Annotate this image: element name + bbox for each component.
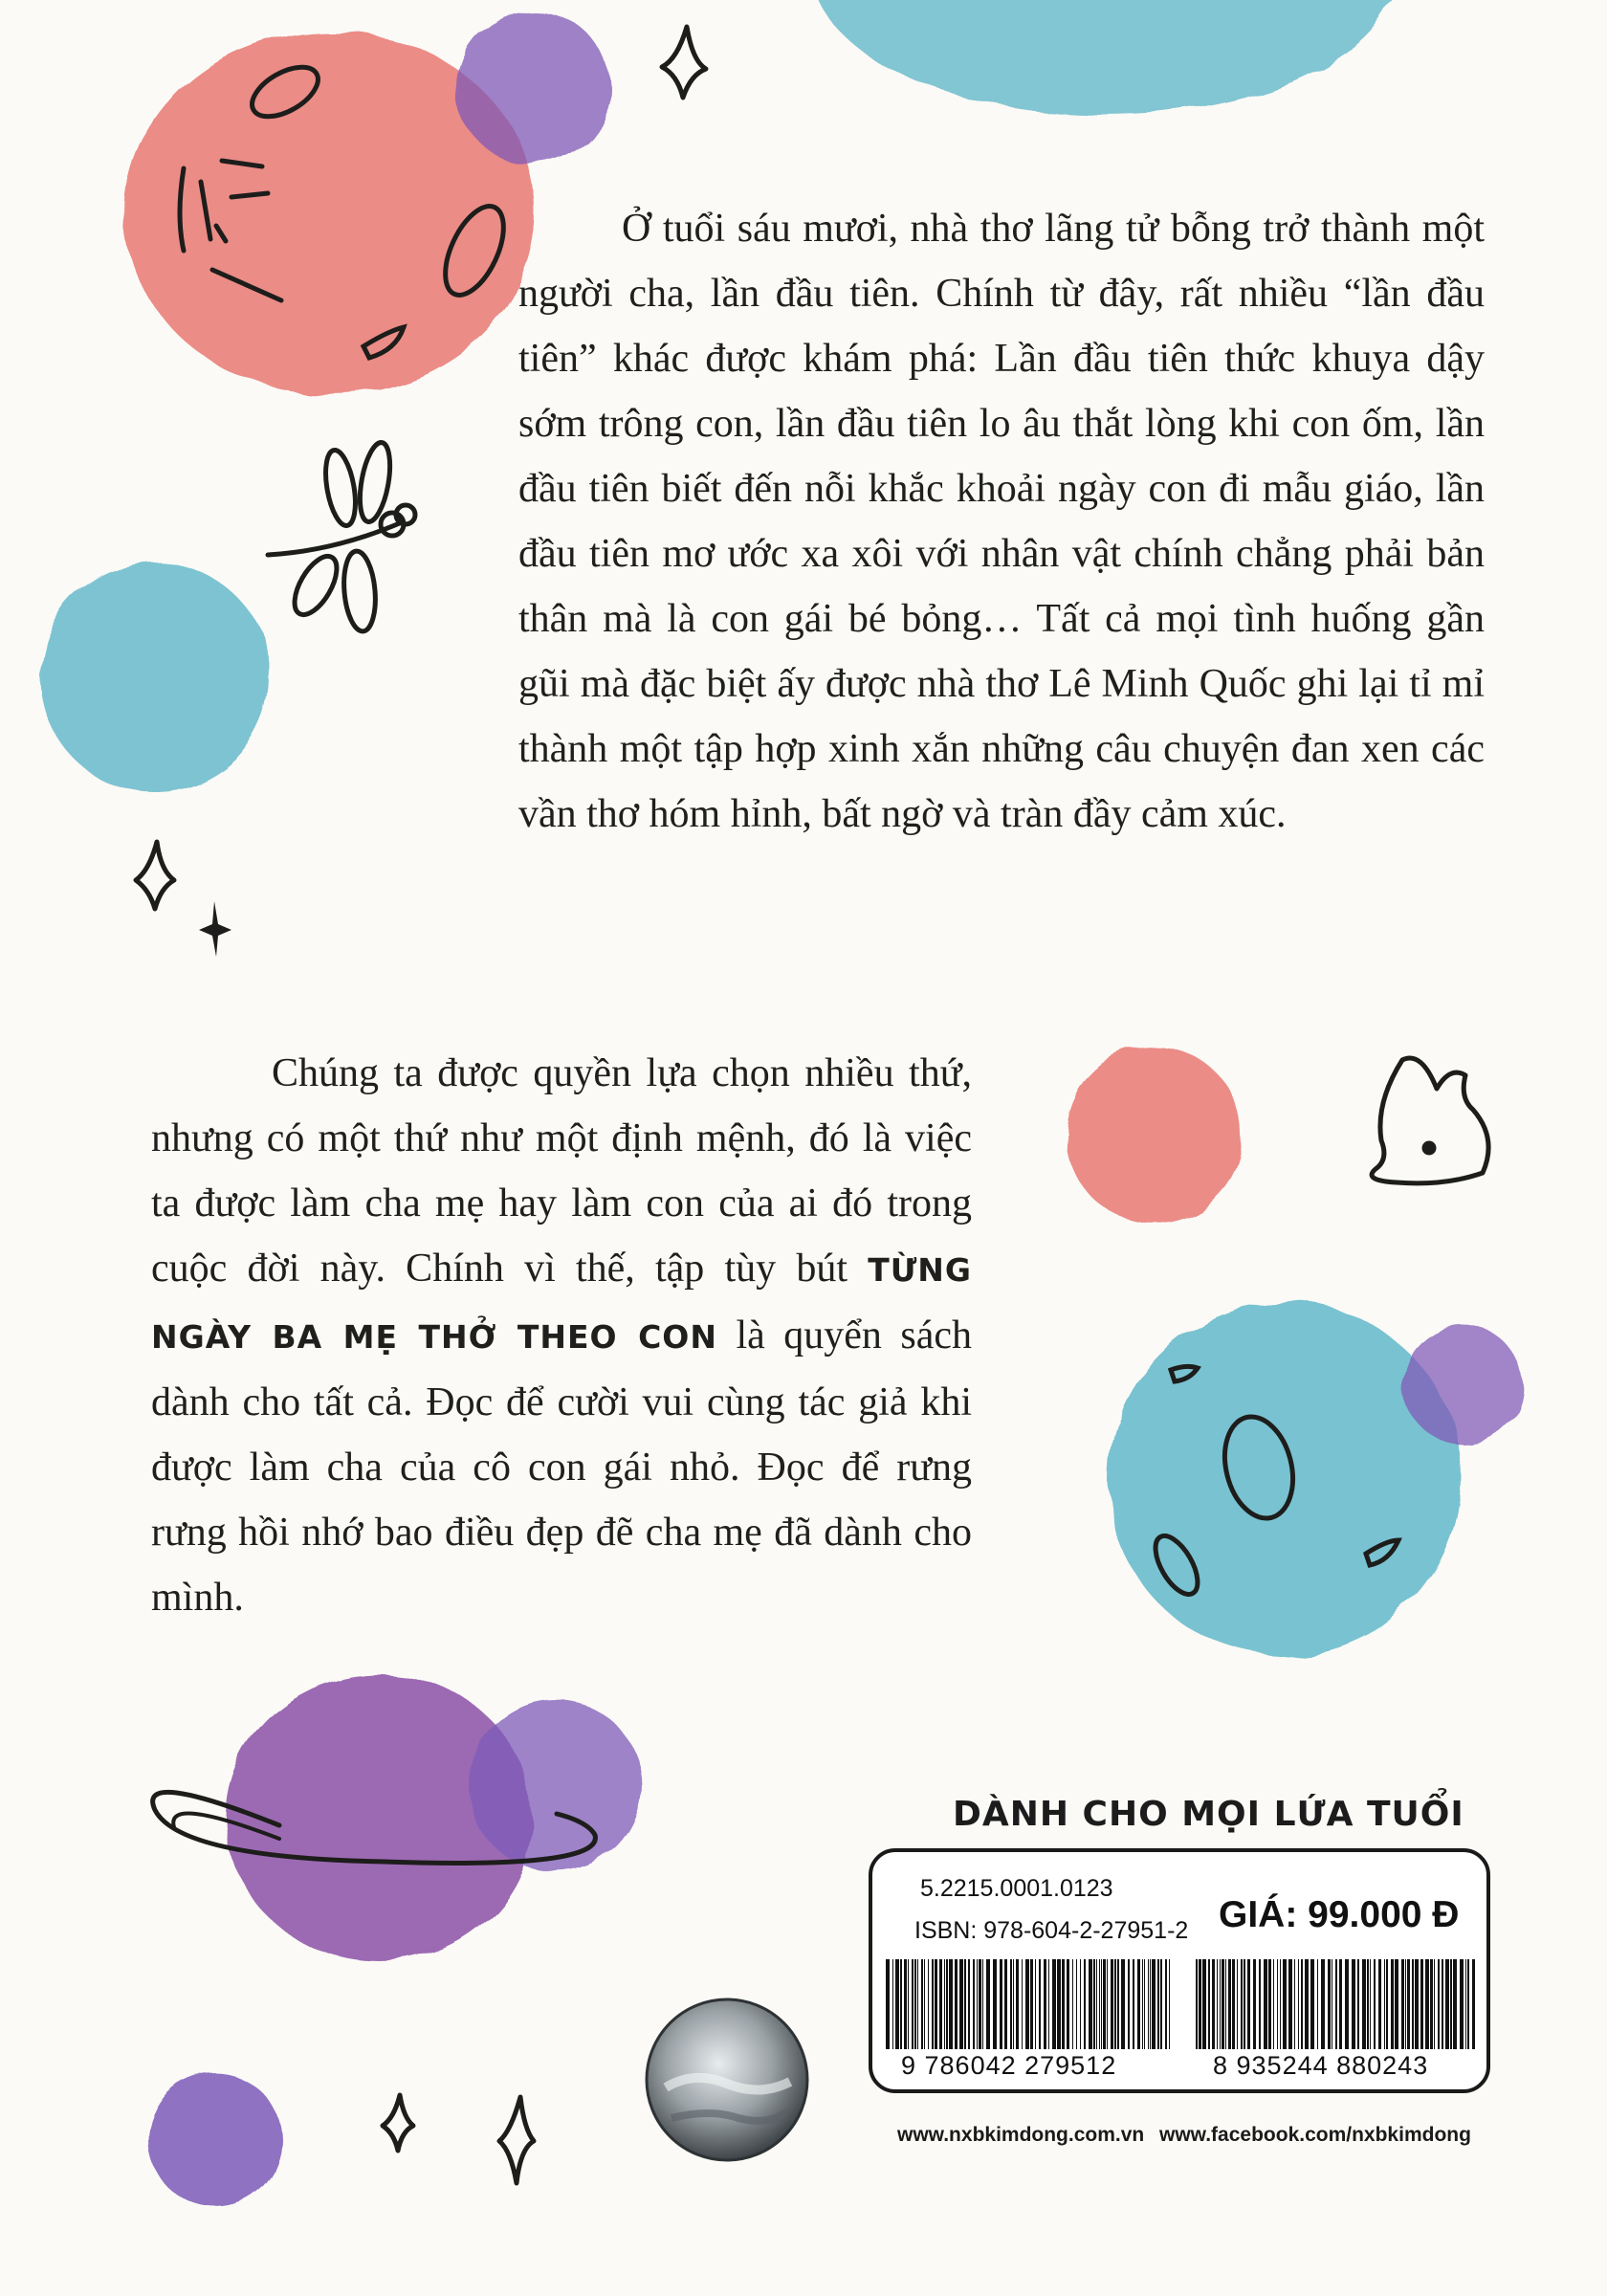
- planet-top-blue-icon: [813, 0, 1397, 115]
- age-rating-label: DÀNH CHO MỌI LỨA TUỔI: [953, 1795, 1464, 1834]
- publication-code: 5.2215.0001.0123: [920, 1875, 1113, 1902]
- planet-violet-small-icon: [147, 2072, 281, 2206]
- recommendation-paragraph: [151, 1041, 972, 1630]
- facebook-link[interactable]: www.facebook.com/nxbkimdong: [1159, 2124, 1471, 2146]
- sparkle-star-icon: [383, 2095, 413, 2151]
- isbn-barcode-icon: [884, 1959, 1175, 2049]
- book-title: TỪNG NGÀY BA MẸ THỞ THEO CON: [151, 1251, 972, 1356]
- ringed-planet-icon: [153, 1674, 641, 1961]
- ean-barcode-icon: [1194, 1959, 1477, 2049]
- bunny-doodle-icon: [1372, 1058, 1488, 1183]
- description-paragraph: Ở tuổi sáu mươi, nhà thơ lãng tử bỗng trở thành một người cha, lần đầu tiên. Chính từ đây, rất nhiều “lần đầu tiên” khác được khám phá: Lần đầu tiên thức khuya dậy sớm trông con, lần đầu tiên lo âu thắt lòng khi con ốm, lần đầu tiên biết đến nỗi khắc khoải ngày con đi mẫu giáo, lần đầu tiên mơ ước xa xôi với nhân vật chính chẳng phải bản thân mà là con gái bé bỏng… Tất cả mọi tình huống gần gũi mà đặc biệt ấy được nhà thơ Lê Minh Quốc ghi lại tỉ mỉ thành một tập hợp xinh xắn những câu chuyện đan xen các vần thơ hóm hỉnh, bất ngờ và tràn đầy cảm xúc.: [518, 207, 1485, 836]
- planet-red-small-icon: [1066, 1047, 1242, 1223]
- sparkle-star-icon: [662, 27, 706, 98]
- website-link[interactable]: www.nxbkimdong.com.vn: [897, 2124, 1145, 2146]
- ean-barcode-digits: 8 935244 880243: [1213, 2051, 1429, 2080]
- price-label: GIÁ: 99.000 Đ: [1219, 1894, 1460, 1935]
- isbn-number: ISBN: 978-604-2-27951-2: [914, 1917, 1189, 1944]
- isbn-barcode-digits: 9 786042 279512: [901, 2051, 1117, 2080]
- recommendation-text-end: là quyển sách dành cho tất cả. Đọc để cười vui cùng tác giả khi được làm cha của cô con gái nhỏ. Đọc để rưng rưng hồi nhớ bao điều đẹp đẽ cha mẹ đã dành cho mình.: [151, 1314, 972, 1620]
- price-barcode-box: [869, 1848, 1490, 2093]
- planet-blue-large-icon: [1108, 1302, 1523, 1656]
- sparkle-star-icon: [136, 842, 174, 909]
- planet-blue-left-icon: [40, 563, 270, 792]
- hologram-stamp-icon: [643, 1996, 811, 2164]
- sparkle-star-icon: [199, 901, 231, 957]
- sparkle-star-icon: [499, 2097, 534, 2183]
- recommendation-text-start: Chúng ta được quyền lựa chọn nhiều thứ, nhưng có một thứ như một định mệnh, đó là việc ta được làm cha mẹ hay làm con của ai đó trong cuộc đời này. Chính vì thế, tập tùy bút: [151, 1051, 972, 1291]
- dragonfly-doodle-icon: [268, 440, 415, 632]
